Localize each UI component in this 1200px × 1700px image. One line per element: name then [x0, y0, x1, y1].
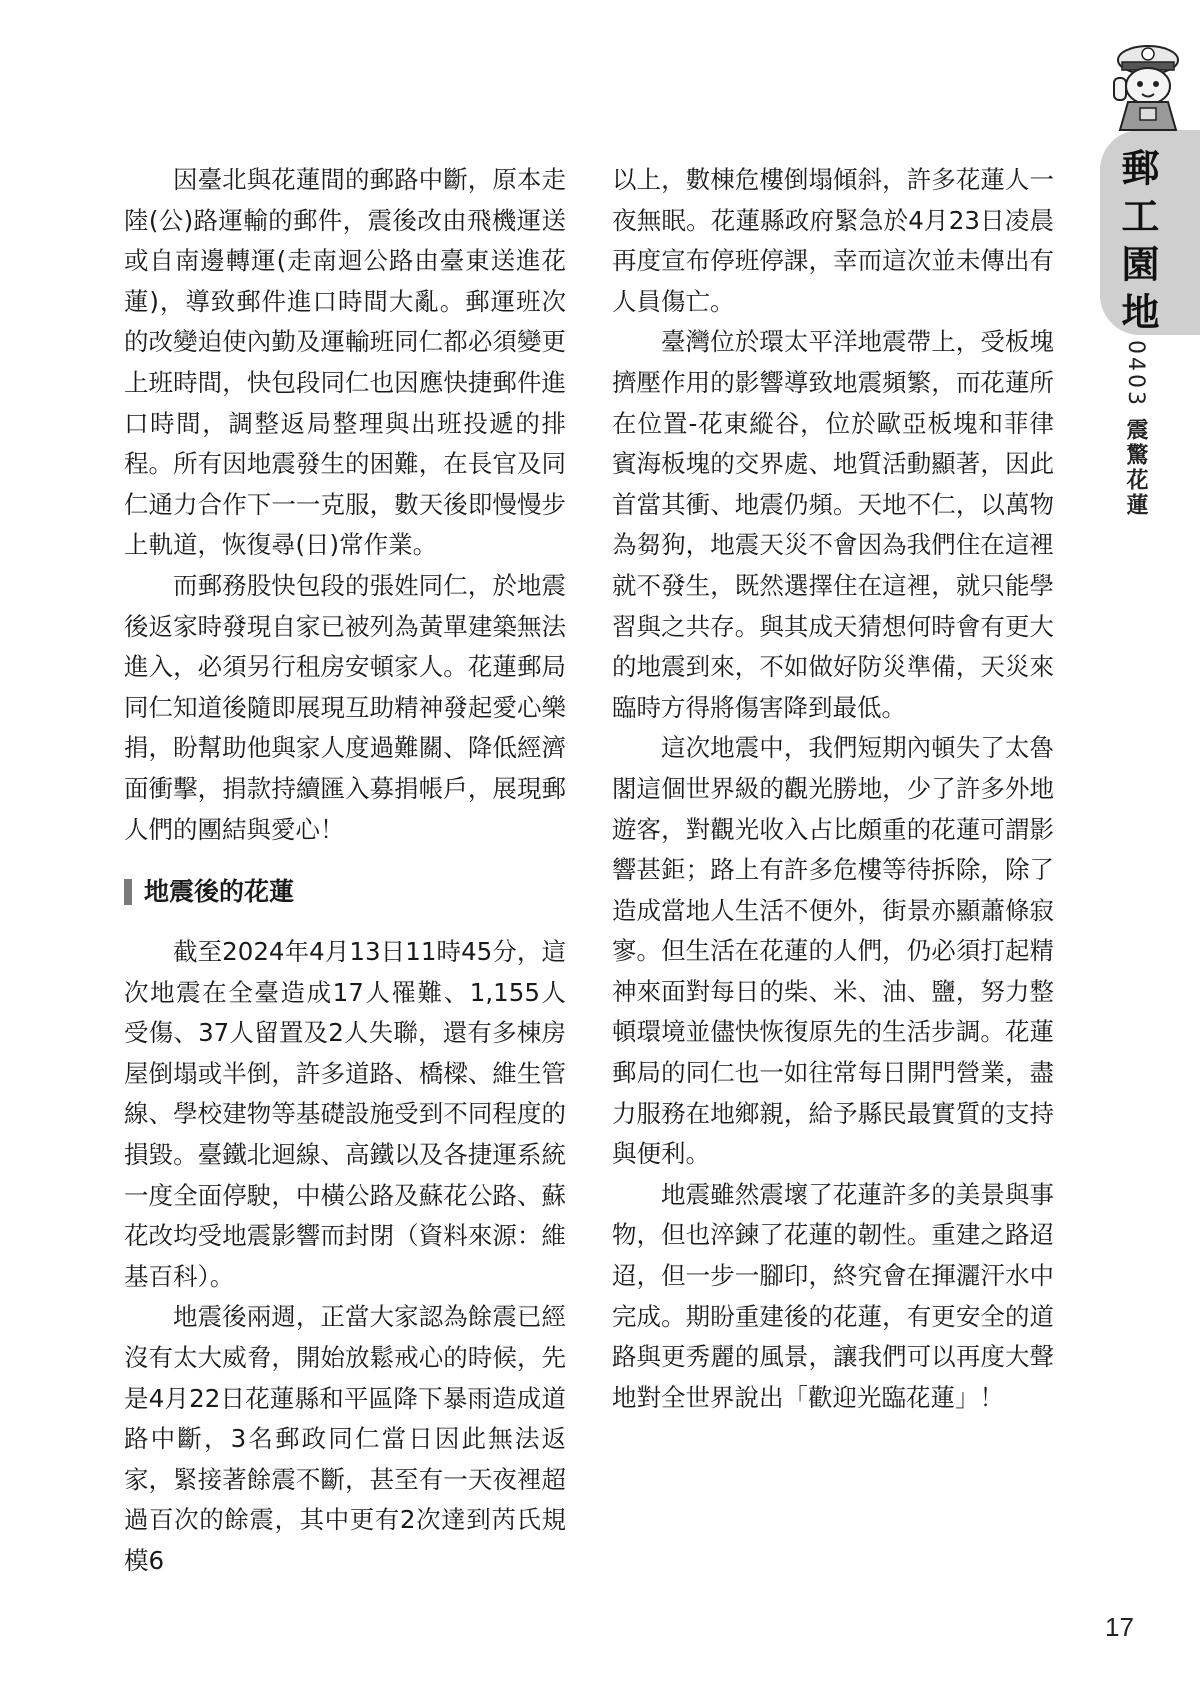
section-tab-title: 郵工園地 [1115, 148, 1160, 340]
right-column [612, 160, 1054, 1418]
page-number: 17 [1105, 1612, 1134, 1642]
postman-mascot-icon [1100, 38, 1192, 138]
topic-title: 震驚花蓮 [1123, 418, 1148, 518]
paragraph: 因臺北與花蓮間的郵路中斷，原本走陸(公)路運輸的郵件，震後改由飛機運送或自南邊轉運(走南迴公路由臺東送進花蓮)，導致郵件進口時間大亂。郵運班次的改變迫使內勤及運輸班同仁都必須變更上班時間，快包段同仁也因應快捷郵件進口時間，調整返局整理與出班投遞的排程。所有因地震發生的困難，在長官及同仁通力合作下一一克服，數天後即慢慢步上軌道，恢復尋(日)常作業。 [124, 165, 566, 560]
section-subtitle [1120, 340, 1150, 518]
paragraph: 臺灣位於環太平洋地震帶上，受板塊擠壓作用的影響導致地震頻繁，而花蓮所在位置-花東縱谷，位於歐亞板塊和菲律賓海板塊的交界處、地質活動顯著，因此首當其衝、地震仍頻。天地不仁，以萬物為芻狗，地震天災不會因為我們住在這裡就不發生，既然選擇住在這裡，就只能學習與之共存。與其成天猜想何時會有更大的地震到來，不如做好防災準備，天災來臨時方得將傷害降到最低。 [612, 327, 1054, 722]
paragraph: 截至2024年4月13日11時45分，這次地震在全臺造成17人罹難、1,155人受傷、37人留置及2人失聯，還有多棟房屋倒塌或半倒，許多道路、橋樑、維生管線、學校建物等基礎設施受到不同程度的損毀。臺鐵北迴線、高鐵以及各捷運系統一度全面停駛，中橫公路及蘇花公路、蘇花改均受地震影響而封閉（資料來源：維基百科）。 [124, 937, 566, 1291]
paragraph: 這次地震中，我們短期內頓失了太魯閣這個世界級的觀光勝地，少了許多外地遊客，對觀光收入占比頗重的花蓮可謂影響甚鉅；路上有許多危樓等待拆除，除了造成當地人生活不便外，街景亦顯蕭條寂寥。但生活在花蓮的人們，仍必須打起精神來面對每日的柴、米、油、鹽，努力整頓環境並儘快恢復原先的生活步調。花蓮郵局的同仁也一如往常每日開門營業，盡力服務在地鄉親，給予縣民最實質的支持與便利。 [612, 733, 1054, 1169]
left-column [124, 160, 566, 1582]
issue-number: 0403 [1123, 340, 1148, 408]
section-heading [124, 872, 566, 912]
paragraph-continuation: 以上，數棟危樓倒塌傾斜，許多花蓮人一夜無眠。花蓮縣政府緊急於4月23日凌晨再度宣布停班停課，幸而這次並未傳出有人員傷亡。 [612, 165, 1054, 316]
heading-bar-icon [124, 879, 132, 905]
section-heading-text: 地震後的花蓮 [144, 877, 295, 907]
paragraph: 而郵務股快包段的張姓同仁，於地震後返家時發現自家已被列為黃單建築無法進入，必須另行租房安頓家人。花蓮郵局同仁知道後隨即展現互助精神發起愛心樂捐，盼幫助他與家人度過難關、降低經濟面衝擊，捐款持續匯入募捐帳戶，展現郵人們的團結與愛心！ [124, 570, 566, 844]
paragraph: 地震後兩週，正當大家認為餘震已經沒有太大威脅，開始放鬆戒心的時候，先是4月22日花蓮縣和平區降下暴雨造成道路中斷，3名郵政同仁當日因此無法返家，緊接著餘震不斷，甚至有一天夜裡超過百次的餘震，其中更有2次達到芮氏規模6 [124, 1302, 566, 1575]
paragraph: 地震雖然震壞了花蓮許多的美景與事物，但也淬鍊了花蓮的韌性。重建之路迢迢，但一步一腳印，終究會在揮灑汗水中完成。期盼重建後的花蓮，有更安全的道路與更秀麗的風景，讓我們可以再度大聲地對全世界說出「歡迎光臨花蓮」！ [612, 1179, 1054, 1412]
